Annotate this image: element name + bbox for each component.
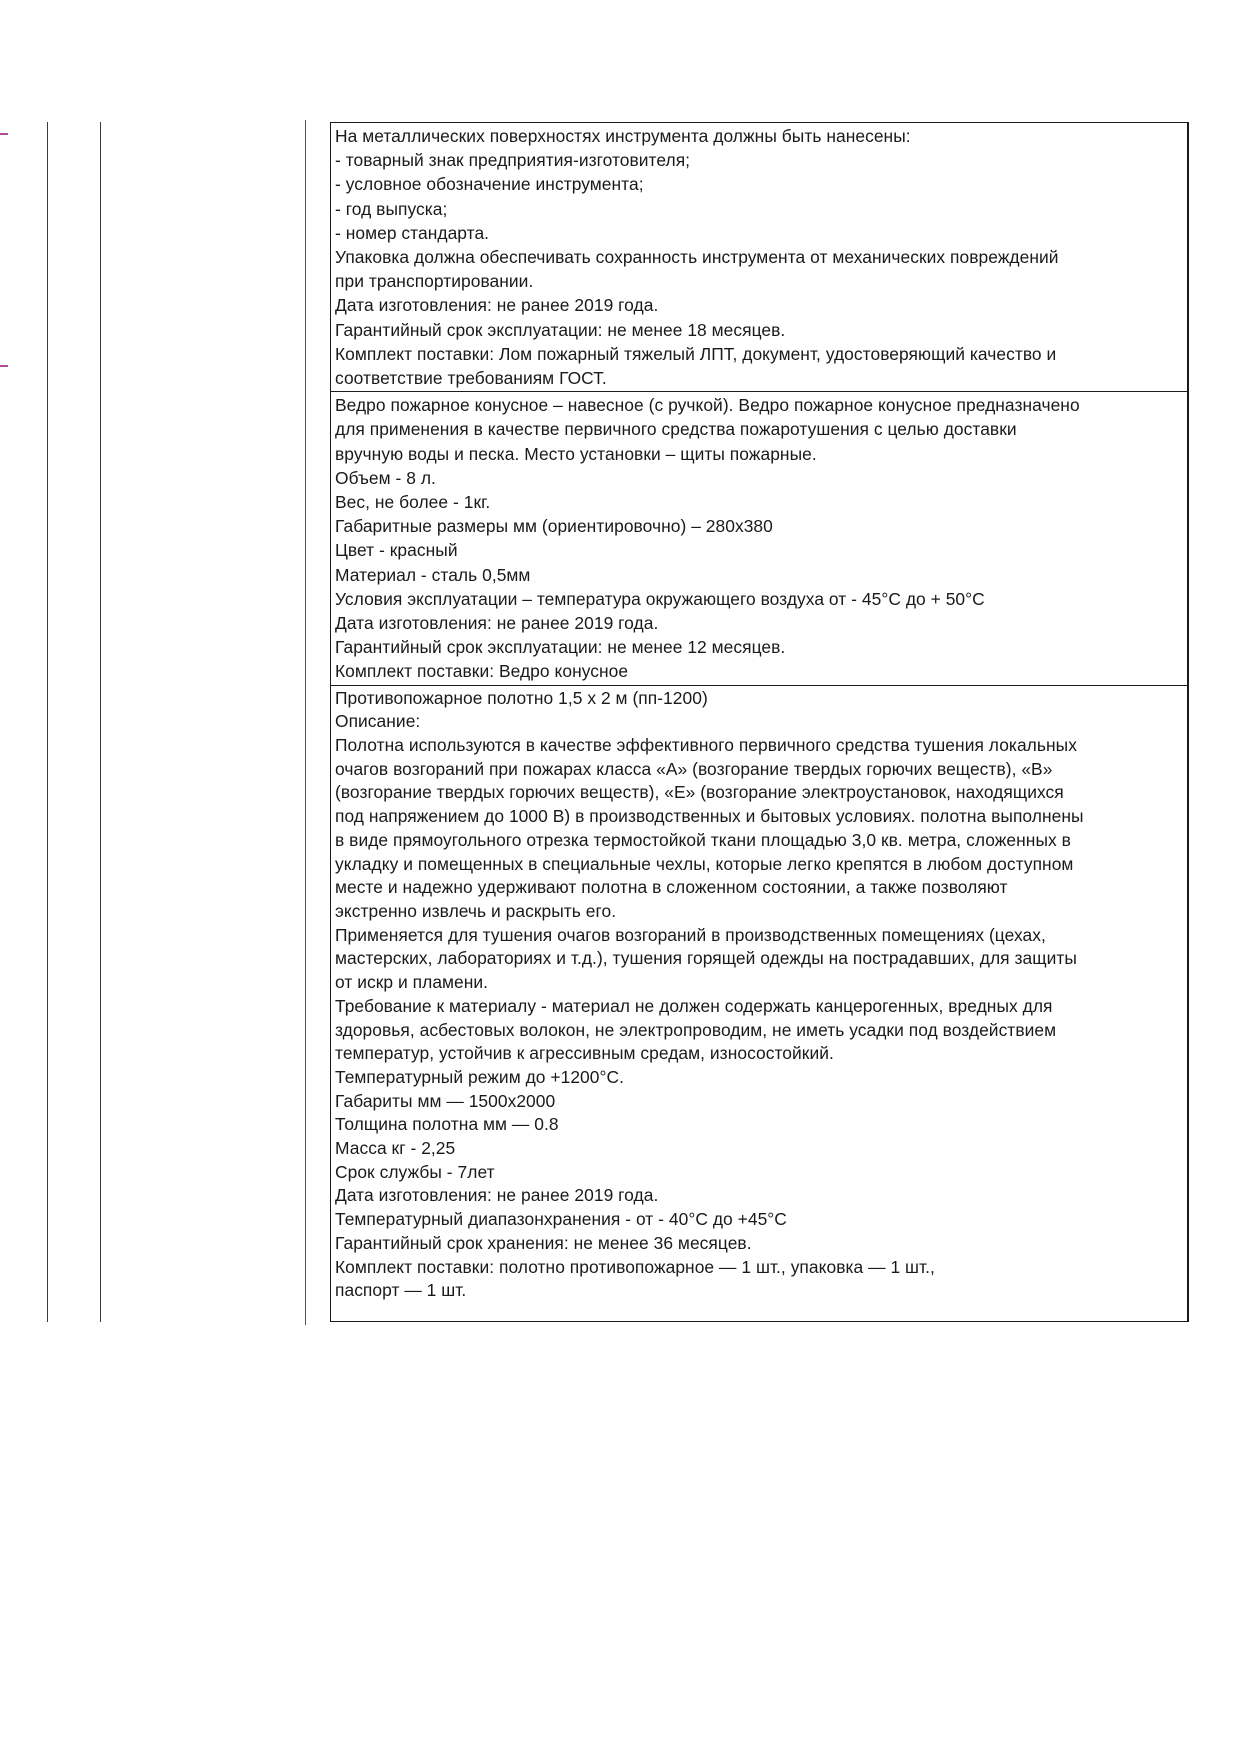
text-line: Гарантийный срок хранения: не менее 36 месяцев. <box>335 1232 752 1253</box>
text-line: очагов возгораний при пожарах класса «А» (возгорание твердых горючих веществ), «В» <box>335 758 1053 779</box>
text-line: Дата изготовления: не ранее 2019 года. <box>335 613 659 634</box>
table-border-left-2 <box>100 122 101 1322</box>
text-line: от искр и пламени. <box>335 972 489 993</box>
text-line: экстренно извлечь и раскрыть его. <box>335 901 617 921</box>
table-column-divider <box>305 120 306 1325</box>
text-line: здоровья, асбестовых волокон, не электропроводим, не иметь усадки под воздействием <box>335 1019 1057 1040</box>
text-line: Ведро пожарное конусное – навесное (с ручкой). Ведро пожарное конусное предназначено <box>335 395 1080 416</box>
spec-table <box>330 122 1189 1322</box>
text-line: мастерских, лабораториях и т.д.), тушения горящей одежды на пострадавших, для защиты <box>335 948 1077 969</box>
text-line: На металлических поверхностях инструмента должны быть нанесены: <box>335 126 911 146</box>
text-line: Цвет - красный <box>335 540 458 561</box>
text-line: укладку и помещенных в специальные чехлы, которые легко крепятся в любом доступном <box>335 853 1074 874</box>
text-line: Противопожарное полотно 1,5 х 2 м (пп-1200) <box>335 687 708 708</box>
table-border-left-1 <box>47 122 48 1322</box>
text-line: вручную воды и песка. Место установки – щиты пожарные. <box>335 443 817 464</box>
section-bucket <box>331 392 1187 685</box>
text-line: Материал - сталь 0,5мм <box>335 564 531 585</box>
text-line: Температурный режим до +1200°С. <box>335 1066 624 1087</box>
text-line: Гарантийный срок эксплуатации: не менее 12 месяцев. <box>335 637 786 658</box>
text-line: при транспортировании. <box>335 271 534 292</box>
text-line: температур, устойчив к агрессивным средам, износостойкий. <box>335 1043 834 1064</box>
text-line: - год выпуска; <box>335 198 448 219</box>
text-line: Полотна используются в качестве эффективного первичного средства тушения локальных <box>335 735 1077 756</box>
text-line: Дата изготовления: не ранее 2019 года. <box>335 1185 659 1206</box>
text-line: Применяется для тушения очагов возгораний в производственных помещениях (цехах, <box>335 924 1046 945</box>
text-line: Дата изготовления: не ранее 2019 года. <box>335 295 659 316</box>
text-line: месте и надежно удерживают полотна в сложенном состоянии, а также позволяют <box>335 877 1008 898</box>
text-line: Комплект поставки: Ведро конусное <box>335 661 629 682</box>
text-line: Вес, не более - 1кг. <box>335 492 491 513</box>
text-line: - номер стандарта. <box>335 222 490 243</box>
text-line: Условия эксплуатации – температура окружающего воздуха от - 45°С до + 50°С <box>335 588 985 609</box>
text-line: Масса кг - 2,25 <box>335 1138 456 1159</box>
text-line: в виде прямоугольного отрезка термостойкой ткани площадью 3,0 кв. метра, сложенных в <box>335 829 1071 850</box>
scan-edge-mark <box>0 133 8 135</box>
section-fire-blanket <box>331 686 1187 1321</box>
text-line: соответствие требованиям ГОСТ. <box>335 368 607 389</box>
text-line: Температурный диапазонхранения - от - 40°С до +45°С <box>335 1209 787 1230</box>
text-line: Габариты мм — 1500х2000 <box>335 1090 556 1111</box>
text-line: (возгорание твердых горючих веществ), «Е» (возгорание электроустановок, находящихся <box>335 782 1064 803</box>
text-line: - товарный знак предприятия-изготовителя; <box>335 150 691 171</box>
text-line: Описание: <box>335 711 421 732</box>
text-line: Толщина полотна мм — 0.8 <box>335 1114 559 1135</box>
text-line: Комплект поставки: полотно противопожарное — 1 шт., упаковка — 1 шт., <box>335 1256 935 1277</box>
text-line: Требование к материалу - материал не должен содержать канцерогенных, вредных для <box>335 995 1053 1016</box>
text-line: паспорт — 1 шт. <box>335 1280 467 1301</box>
text-line: под напряжением до 1000 В) в производственных и бытовых условиях. полотна выполнены <box>335 806 1084 827</box>
section-crowbar <box>331 123 1187 392</box>
text-line: - условное обозначение инструмента; <box>335 174 644 195</box>
text-line: для применения в качестве первичного средства пожаротушения с целью доставки <box>335 419 1017 440</box>
scan-edge-mark <box>0 365 8 367</box>
text-line: Упаковка должна обеспечивать сохранность инструмента от механических повреждений <box>335 247 1059 268</box>
text-line: Комплект поставки: Лом пожарный тяжелый ЛПТ, документ, удостоверяющий качество и <box>335 343 1057 364</box>
text-line: Объем - 8 л. <box>335 467 436 488</box>
text-line: Габаритные размеры мм (ориентировочно) – 280х380 <box>335 516 773 537</box>
text-line: Срок службы - 7лет <box>335 1161 495 1182</box>
text-line: Гарантийный срок эксплуатации: не менее 18 месяцев. <box>335 319 786 340</box>
